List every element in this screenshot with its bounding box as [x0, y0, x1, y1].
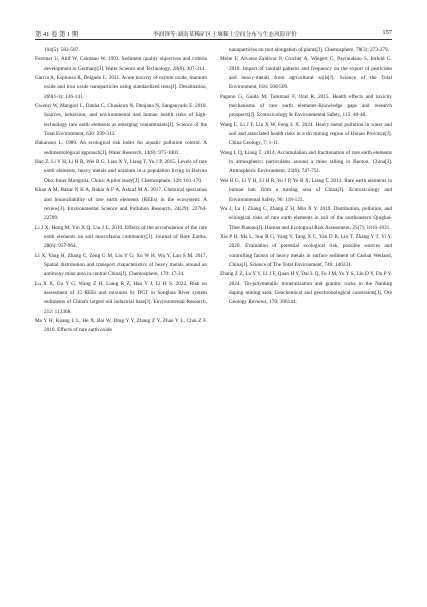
volume-issue: 第 41 卷 第 1 期 [35, 31, 79, 38]
reference-entry: Hao Z, Li Y H, Li H R, Wei B G, Liao X Y, Liang T, Yu J P. 2015. Levels of rare earth elements, heavy metals and uranium in a population living in Baiyun Obo, Inner Mongolia, China: A pilot study[J]. Chemosphere, 128: 161-170. [35, 159, 207, 184]
reference-entry: Wu J, Lu J, Zhang C, Zhang Z H, Min X Y. 2019. Distribution, pollution, and ecological risks of rare earth elements in soil of the northeastern Qinghai-Tibet Plateau[J]. Human and Ecological Risk Assessment, 25(7): 1816-1831. [220, 205, 392, 231]
reference-entry: Gwenzi W, Mangori L, Danha C, Chaukura N, Dunjana N, Sanganyado E. 2018. Sources, behaviour, and environmental and human health risks of high-technology rare earth elements as emerging contaminants[J]. Science of the Total Environment, 636: 299-313. [35, 103, 207, 138]
reference-entry: Forstner U, Ahlf W, Calmano W. 1993. Sediment quality objectives and criteria development in Germany[J]. Water Science and Technology, 28(8): 307-314. [35, 56, 207, 72]
reference-entry: Ma Y H, Kuang L L, He X, Bai W, Ding Y Y, Zhang Z Y, Zhao Y L, Chai Z F. 2010. Effects of rare earth oxide [35, 317, 207, 334]
references-left-column [35, 46, 207, 336]
reference-entry: Wang L Q, Liang T. 2014. Accumulation and fractionation of rare earth elements in atmospheric; particulates around a mine tailing in Baotou, China[J]. Atmospheric Environment, 23(6): 747-751. [220, 149, 392, 175]
reference-entry: Zhang Z Z, Lu Y Y, Li J F, Quan H Y, Dai L Q, Fu J M, Yu Y S, Lin D Y, Du P Y. 2024. Tin-polymetallic mineralization and granitic rocks in the Nanling daping mining area: Geochemical and geochronological constraints[J]. Ore Geology Reviews, 170: 106144. [220, 271, 392, 306]
reference-entry: Wei B G, Li Y H, Li H R, Yu J P, Ye B X, Liang T. 2013. Rare earth elements in human hair from a mining area of China[J]. Ecotoxicology and Environmental Safety, 96: 118-123. [220, 177, 392, 203]
reference-entry: Hakanson L. 1980. An ecological risk index for aquatic pollution control. A sedimentological approach[J]. Water Research, 14(8): 975-1001. [35, 140, 207, 156]
page-number: 157 [382, 29, 392, 36]
reference-entry: Garcia A, Espinosa R, Delgado L. 2011. Acute toxicity of cerium oxide, titanium oxide and iron oxide nanoparticles using standardized tests[J]. Desalination, 269(1-3): 136-141. [35, 75, 207, 100]
reference-entry: Li J X, Hong M, Yin X Q, Liu J L. 2010. Effects of the accumulation of the rare earth elements on soil macrofauna community[J]. Journal of Rare Earths, 28(6): 957-964. [35, 224, 207, 250]
header-rule [35, 39, 392, 40]
reference-entry: Xia P H, Ma L, Sun R G, Yang Y, Tang X C, Yan D B, Lin T, Zhang Y T, Yi Y. 2020. Evaluation of potential ecological risk, possible sources and controlling factors of heavy metals in surface sediment of Caohai Wetland, China[J]. Science of The Total Environment, 740: 140231. [220, 233, 392, 268]
reference-entry: Khan A M, Bakar N K A, Bakar A F A, Ashraf M A. 2017. Chemical speciation and bioavailability of rare earth elements (REEs) in the ecosystem: A review[J]. Environmental Science and Pollution Research, 24(29): 22764-22789. [35, 187, 207, 222]
reference-entry: Pagano G, Guida M, Tommasi F, Oral R. 2015. Health effects and toxicity mechanisms of rare earth elements-Knowledge gaps and research prospects[J]. Ecotoxicology & Environmental Safety, 115: 40-48. [220, 93, 392, 119]
reference-entry: Meite F, Alvarez-Zaldivar P, Crochet A, Wiegert C, Payraudeau S, Imfeld G. 2018. Impact of rainfall patterns and frequency on the export of pesticides and heavy-metals from agricultural soils[J]. Science of the Total Environment, 616: 500-509. [220, 56, 392, 91]
page-header [35, 29, 392, 43]
running-title: 李润锋等:湖南某稀矿区土壤稀土空间分布与生态风险评价 [153, 32, 297, 38]
reference-entry: Lu X X, Gu Y G, Wang Z H, Liang R Z, Han Y J, Li H S. 2022. Risk on assessment of 15 REEs and mixtures by DGT in Songhua River system sediments of China's largest old industrial base[J]. Environmental Research, 212: 113368. [35, 280, 207, 315]
reference-entry: Wang L, Li J F, Liu X W, Feng L X. 2024. Heavy metal pollution in water and soil and associated health risks in a tin mining region of Hunan Province[J]. China Geology, 7: 1-11. [220, 121, 392, 147]
reference-entry: nanoparticles on root elongation of plants[J]. Chemosphere, 78(3): 273-279. [229, 47, 389, 53]
reference-entry: 104(5): 582-587. [44, 47, 80, 53]
references-right-column [220, 46, 392, 308]
reference-entry: Li X, Yang H, Zhang C, Zeng G M, Liu Y G, Xu W H, Wu Y, Lan S M. 2017. Spatial distribution and transport characteristics of heavy metals around an antimony mine area in central China[J]. Chemosphere, 170: 17-24. [35, 252, 207, 278]
